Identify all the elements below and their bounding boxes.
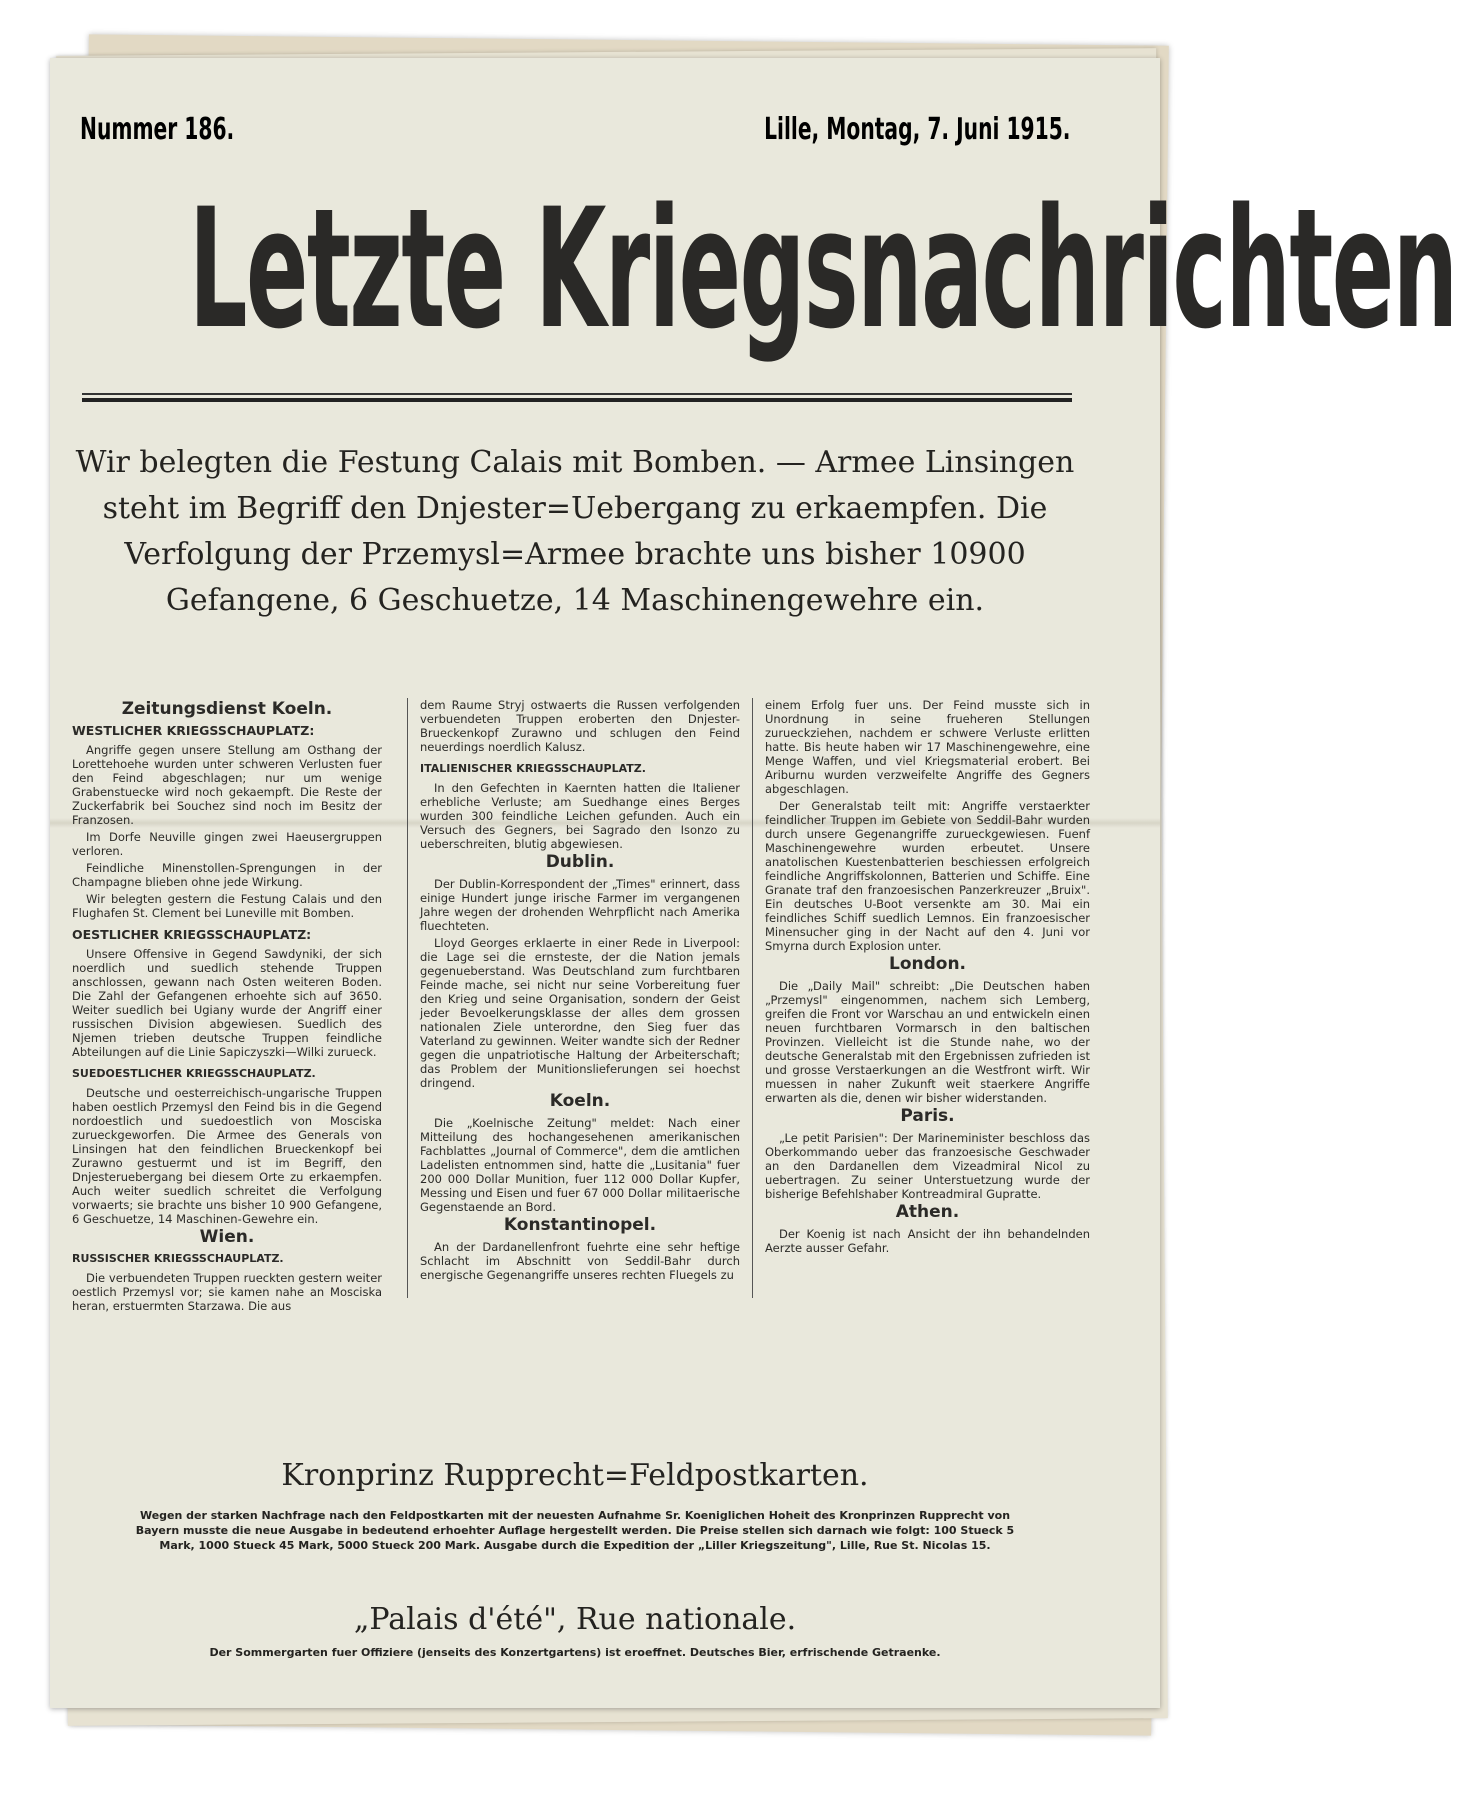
- article-paragraph: An der Dardanellenfront fuehrte eine sehr heftige Schlacht im Abschnitt von Seddil-Bahr durch energische Gegenangriffe unseres rechten Fluegels zu: [420, 1240, 740, 1282]
- source-heading: Zeitungsdienst Koeln.: [121, 699, 333, 719]
- title-rule-thick: [82, 398, 1072, 402]
- koeln-heading: Koeln.: [549, 1091, 611, 1111]
- article-paragraph: Die „Koelnische Zeitung" meldet: Nach einer Mitteilung des hochangesehenen amerikanischen Fachblattes „Journal of Commerce", dem die amtlichen Ladelisten entnommen sind, hatte die „Lusitania" fuer 200 000 Dollar Munition, fuer 112 000 Dollar Kupfer, Messing und Eisen und fuer 67 000 Dollar militaerische Gegenstaende an Bord.: [420, 1116, 740, 1214]
- article-paragraph: Unsere Offensive in Gegend Sawdyniki, der sich noerdlich und suedlich stehende Truppen anschlossen, gewann nach Osten weiteren Boden. Die Zahl der Gefangenen erhoehte sich auf 3650. Weiter suedlich bei Ugiany wurde der Angriff einer russischen Division abgewiesen. Suedlich des Njemen trieben deutsche Truppen feindliche Abteilungen auf die Linie Sapiczyszki—Wilki zurueck.: [72, 947, 382, 1059]
- ad-palais-text: Der Sommergarten fuer Offiziere (jenseits des Konzertgartens) ist eroeffnet. Deutsches Bier, erfrischende Getraenke.: [209, 1646, 941, 1659]
- southeast-front-heading: SUEDOESTLICHER KRIEGSSCHAUPLATZ.: [72, 1067, 316, 1080]
- paris-heading: Paris.: [900, 1106, 955, 1126]
- article-paragraph: Im Dorfe Neuville gingen zwei Haeusergruppen verloren.: [72, 830, 382, 858]
- italian-front-heading: ITALIENISCHER KRIEGSSCHAUPLATZ.: [420, 762, 646, 775]
- article-paragraph: In den Gefechten in Kaernten hatten die Italiener erhebliche Verluste; am Suedhange eines Berges wurden 300 feindliche Leichen gefunden. Auch ein Versuch des Gegners, bei Sagrado den Isonzo zu ueberschreiten, blutig abgewiesen.: [420, 781, 740, 851]
- article-paragraph: Die verbuendeten Truppen rueckten gestern weiter oestlich Przemysl vor; sie kamen nahe an Mosciska heran, erstuermten Starzawa. Die aus: [72, 1271, 382, 1313]
- column-2: [407, 698, 740, 1298]
- london-heading: London.: [888, 954, 967, 974]
- main-headline: Wir belegten die Festung Calais mit Bomben. — Armee Linsingen steht im Begriff den Dnjester=Uebergang zu erkaempfen. Die Verfolgung der Przemysl=Armee brachte uns bisher 10900 Gefangene, 6 Geschuetze, 14 Maschinengewehre ein.: [75, 445, 1075, 618]
- article-paragraph: Der Generalstab teilt mit: Angriffe verstaerkter feindlicher Truppen im Gebiete von Seddil-Bahr wurden durch unsere Gegenangriffe zurueckgewiesen. Fuenf Maschinengewehre wurden erbeutet. Unsere anatolischen Kuestenbatterien beschiessen erfolgreich feindliche Angriffskolonnen, Batterien und Schiffe. Eine Granate traf den franzoesischen Panzerkreuzer „Bruix". Ein deutsches U-Boot versenkte am 30. Mai ein feindliches Schiff suedlich Lemnos. Ein franzoesischer Minensucher ging in der Nacht auf den 4. Juni vor Smyrna durch Explosion unter.: [765, 799, 1090, 953]
- article-paragraph: Der Dublin-Korrespondent der „Times" erinnert, dass einige Hundert junge irische Farmer im vergangenen Jahre wegen der drohenden Wehrpflicht nach Amerika fluechteten.: [420, 877, 740, 933]
- athen-heading: Athen.: [895, 1202, 960, 1222]
- ad-palais-heading: „Palais d'été", Rue nationale.: [353, 1602, 797, 1637]
- russian-front-heading: RUSSISCHER KRIEGSSCHAUPLATZ.: [72, 1252, 284, 1265]
- column-3: [752, 698, 1090, 1298]
- article-paragraph: Der Koenig ist nach Ansicht der ihn behandelnden Aerzte ausser Gefahr.: [765, 1227, 1090, 1255]
- article-paragraph: Angriffe gegen unsere Stellung am Osthang der Lorettehoehe wurden unter schweren Verlusten fuer den Feind abgeschlagen; nur um wenige Grabenstuecke wird noch gekaempft. Die Reste der Zuckerfabrik bei Souchez sind noch im Besitz der Franzosen.: [72, 743, 382, 827]
- dateline: Lille, Montag, 7. Juni 1915.: [763, 112, 1070, 147]
- dublin-heading: Dublin.: [545, 852, 615, 872]
- article-paragraph: Deutsche und oesterreichisch-ungarische Truppen haben oestlich Przemysl den Feind bis in die Gegend nordoestlich und suedoestlich von Mosciska zurueckgeworfen. Die Armee des Generals von Linsingen hat den feindlichen Brueckenkopf bei Zurawno gestuermt und ist im Begriff, den Dnjesteruebergang bei diesem Orte zu erkaempfen. Auch weiter suedlich schreitet die Verfolgung vorwaerts; sie brachte uns bisher 10 900 Gefangene, 6 Geschuetze, 14 Maschinen-Gewehre ein.: [72, 1086, 382, 1226]
- west-front-heading: WESTLICHER KRIEGSSCHAUPLATZ:: [72, 723, 315, 738]
- issue-number: Nummer 186.: [80, 112, 235, 147]
- article-paragraph: Lloyd Georges erklaerte in einer Rede in Liverpool: die Lage sei die ernsteste, der die Nation jemals gegenueberstand. Was Deutschland zum furchtbaren Feinde mache, sei nicht nur seine Vorbereitung fuer den Krieg und seine Organisation, sondern der Geist jeder Bevoelkerungsklasse der alles dem grossen nationalen Ziele unterordne, den Sieg fuer das Vaterland zu gewinnen. Weiter wandte sich der Redner gegen die unpatriotische Haltung der Arbeiterschaft; das Problem der Munitionslieferungen sei hoechst dringend.: [420, 936, 740, 1090]
- article-paragraph: einem Erfolg fuer uns. Der Feind musste sich in Unordnung in seine frueheren Stellungen zurueckziehen, nachdem er schwere Verluste erlitten hatte. Bis heute haben wir 17 Maschinengewehre, eine Menge Waffen, und viel Kriegsmaterial erobert. Bei Ariburnu wurden verzweifelte Angriffe des Gegners abgeschlagen.: [765, 698, 1090, 796]
- konstantinopel-heading: Konstantinopel.: [503, 1215, 657, 1235]
- article-paragraph: Die „Daily Mail" schreibt: „Die Deutschen haben „Przemysl" eingenommen, nachem sich Lemberg, greifen die Front vor Warschau an und entwickeln einen neuen furchtbaren Vormarsch in den baltischen Provinzen. Vielleicht ist die Stunde nahe, wo der deutsche Generalstab mit den Ergebnissen zufrieden ist und grosse Verstaerkungen an die Westfront wirft. Wir muessen in naher Zukunft weit staerkere Angriffe erwarten als die, denen wir bisher widerstanden.: [765, 979, 1090, 1105]
- wien-heading: Wien.: [199, 1227, 255, 1247]
- article-paragraph: „Le petit Parisien": Der Marineminister beschloss das Oberkommando ueber das franzoesische Geschwader an den Dardanellen dem Vizeadmiral Nicol zu uebertragen. Zu seiner Unterstuetzung wurde der bisherige Befehlshaber Kontreadmiral Gupratte.: [765, 1131, 1090, 1201]
- ad-feldpostkarten-text: Wegen der starken Nachfrage nach den Feldpostkarten mit der neuesten Aufnahme Sr. Koeniglichen Hoheit des Kronprinzen Rupprecht von Bayern musste die neue Ausgabe in bedeutend erhoehter Auflage hergestellt werden. Die Preise stellen sich darnach wie folgt: 100 Stueck 5 Mark, 1000 Stueck 45 Mark, 5000 Stueck 200 Mark. Ausgabe durch die Expedition der „Liller Kriegszeitung", Lille, Rue St. Nicolas 15.: [135, 1509, 1015, 1552]
- article-paragraph: Feindliche Minenstollen-Sprengungen in der Champagne blieben ohne jede Wirkung.: [72, 861, 382, 889]
- title-rule: [82, 393, 1072, 395]
- ad-feldpostkarten-heading: Kronprinz Rupprecht=Feldpostkarten.: [281, 1458, 869, 1493]
- newspaper-title: Letzte Kriegsnachrichten: [188, 172, 1457, 366]
- east-front-heading: OESTLICHER KRIEGSSCHAUPLATZ:: [72, 927, 312, 942]
- article-paragraph: Wir belegten gestern die Festung Calais und den Flughafen St. Clement bei Luneville mit Bomben.: [72, 892, 382, 920]
- article-paragraph: dem Raume Stryj ostwaerts die Russen verfolgenden verbuendeten Truppen eroberten den Dnjester-Brueckenkopf Zurawno und schlugen den Feind neuerdings noerdlich Kalusz.: [420, 698, 740, 754]
- article-columns: [72, 698, 1090, 1313]
- column-1: [72, 698, 382, 1313]
